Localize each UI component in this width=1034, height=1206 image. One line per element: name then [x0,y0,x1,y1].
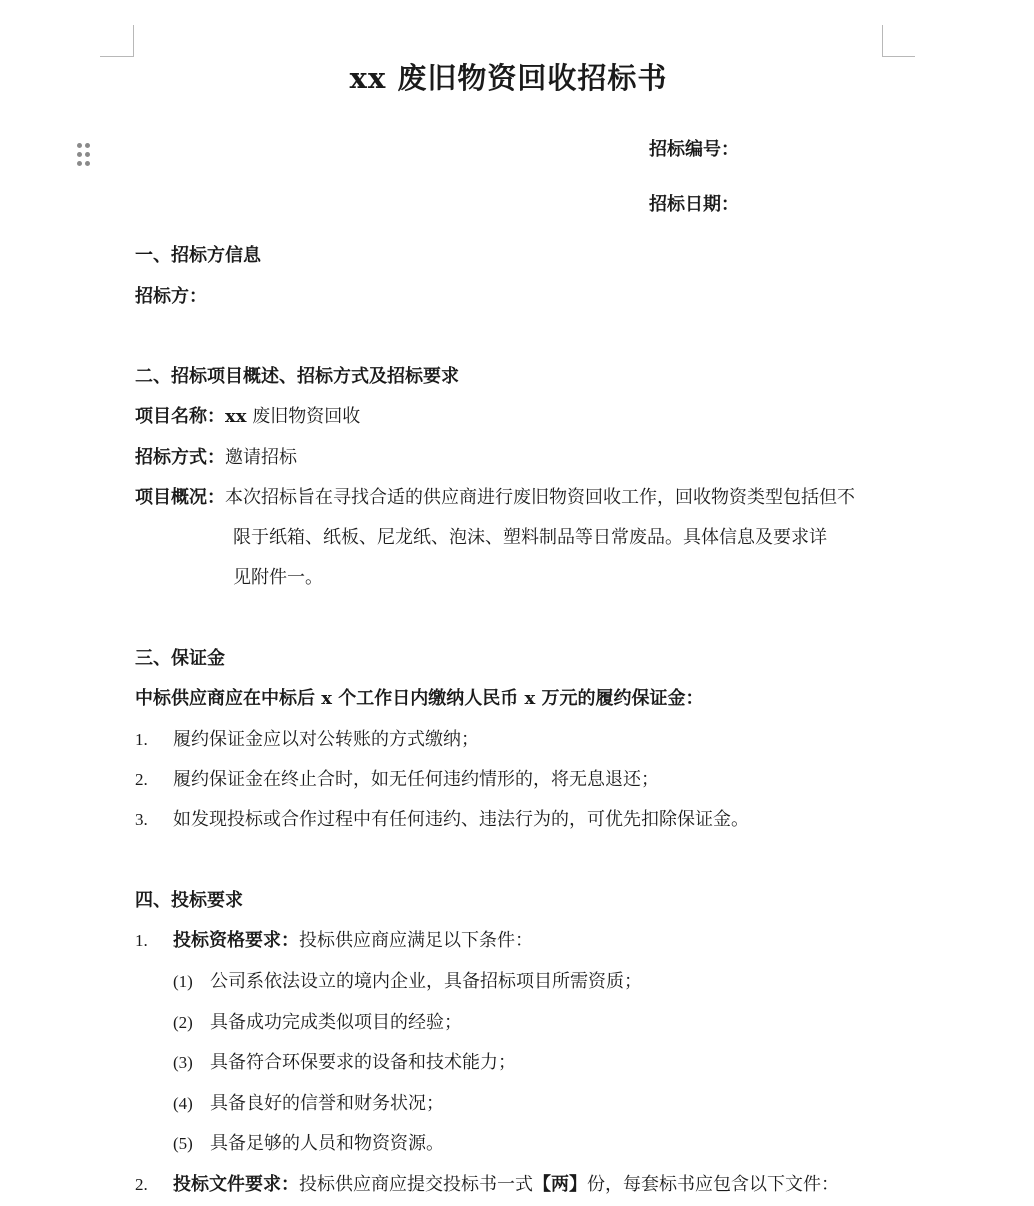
section1-heading: 一、招标方信息 [135,245,261,266]
document-requirements-text: 投标供应商应提交投标书一式 [299,1174,533,1195]
overview-label: 项目概况： [135,487,225,508]
bidder-label: 招标方： [135,286,207,307]
project-name-label: 项目名称： [135,406,225,427]
overview-line1: 本次招标旨在寻找合适的供应商进行废旧物资回收工作，回收物资类型包括但不 [225,487,855,508]
list-item-number: 1. [135,730,148,749]
bid-number-label: 招标编号： [649,139,739,160]
list-item-number: 1. [135,931,148,950]
list-item-number: 2. [135,1175,148,1194]
list-item-number: 3. [135,810,148,829]
page-corner-mark-top-left [100,25,134,57]
list-item: 履约保证金应以对公转账的方式缴纳； [173,729,479,750]
project-name-value: 废旧物资回收 [246,406,361,427]
method-label: 招标方式： [135,447,225,468]
document-requirements-row [173,1173,839,1197]
bid-date-label: 招标日期： [649,194,739,215]
section4-heading: 四、投标要求 [135,890,243,911]
sublist-item-number: (2) [173,1013,193,1032]
drag-handle-icon[interactable] [76,143,92,167]
sublist-item: 具备足够的人员和物资资源。 [210,1133,444,1154]
document-title: xx 废旧物资回收招标书 [349,61,668,95]
sublist-item: 具备良好的信誉和财务状况； [210,1093,444,1114]
qualification-row [173,929,533,953]
list-item: 履约保证金在终止合时，如无任何违约情形的，将无息退还； [173,769,659,790]
overview-line3: 见附件一。 [233,567,323,588]
project-name-row [135,405,360,429]
document-requirements-label: 投标文件要求： [173,1174,299,1195]
sublist-item: 公司系依法设立的境内企业，具备招标项目所需资质； [210,971,642,992]
deposit-intro: 中标供应商应在中标后 x 个工作日内缴纳人民币 x 万元的履约保证金： [135,688,704,709]
sublist-item: 具备成功完成类似项目的经验； [210,1012,462,1033]
sublist-item-number: (5) [173,1134,193,1153]
method-value: 邀请招标 [225,447,297,468]
sublist-item-number: (1) [173,972,193,991]
sublist-item-number: (4) [173,1094,193,1113]
section3-heading: 三、保证金 [135,648,225,669]
qualification-text: 投标供应商应满足以下条件： [299,930,533,951]
sublist-item-number: (3) [173,1053,193,1072]
list-item-number: 2. [135,770,148,789]
method-row [135,446,297,470]
overview-row [135,486,855,510]
project-name-prefix: xx [225,406,247,427]
sublist-item: 具备符合环保要求的设备和技术能力； [210,1052,516,1073]
copies-count: 【两】 [533,1174,587,1195]
section2-heading: 二、招标项目概述、招标方式及招标要求 [135,366,459,387]
overview-line2: 限于纸箱、纸板、尼龙纸、泡沫、塑料制品等日常废品。具体信息及要求详 [233,527,827,548]
list-item: 如发现投标或合作过程中有任何违约、违法行为的，可优先扣除保证金。 [173,809,749,830]
qualification-label: 投标资格要求： [173,930,299,951]
document-requirements-text-after: 份，每套标书应包含以下文件： [587,1174,839,1195]
page-corner-mark-top-right [882,25,915,57]
